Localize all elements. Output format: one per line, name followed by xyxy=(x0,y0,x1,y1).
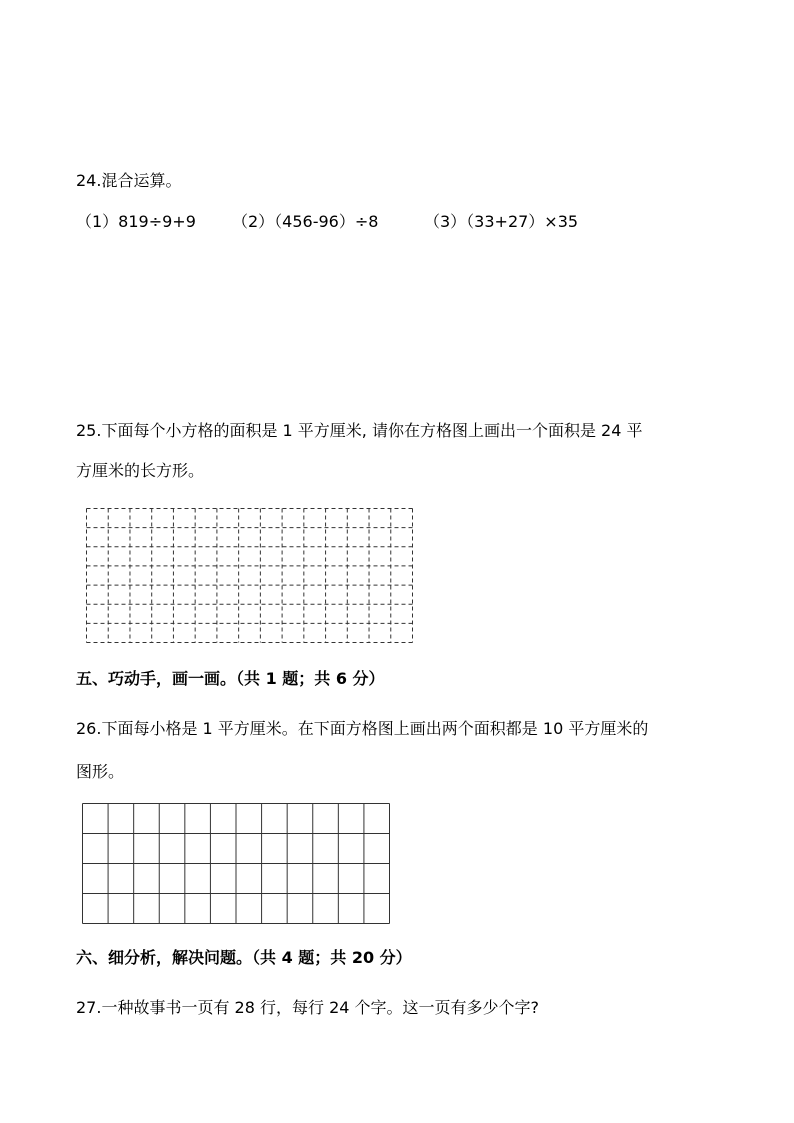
q24-item-1: （1）819÷9+9 xyxy=(76,212,196,231)
dashed-grid[interactable] xyxy=(86,508,413,643)
section-6-heading: 六、细分析，解决问题。（共 4 题；共 20 分） xyxy=(76,948,412,967)
section-5-heading: 五、巧动手，画一画。（共 1 题；共 6 分） xyxy=(76,669,385,688)
q26-line-2: 图形。 xyxy=(76,762,125,781)
q25-line-2: 方厘米的长方形。 xyxy=(76,461,205,480)
q24-title: 24.混合运算。 xyxy=(76,171,182,190)
solid-grid-lines xyxy=(83,804,390,924)
dashed-grid-lines xyxy=(87,509,413,643)
q26-line-1: 26.下面每小格是 1 平方厘米。在下面方格图上画出两个面积都是 10 平方厘米的 xyxy=(76,719,649,738)
q24-item-3: （3）（33+27）×35 xyxy=(424,212,579,231)
q25-line-1: 25.下面每个小方格的面积是 1 平方厘米, 请你在方格图上画出一个面积是 24 平 xyxy=(76,421,643,440)
solid-grid[interactable] xyxy=(82,803,390,924)
q27-text: 27.一种故事书一页有 28 行，每行 24 个字。这一页有多少个字? xyxy=(76,998,540,1017)
q24-item-2: （2）（456-96）÷8 xyxy=(232,212,379,231)
